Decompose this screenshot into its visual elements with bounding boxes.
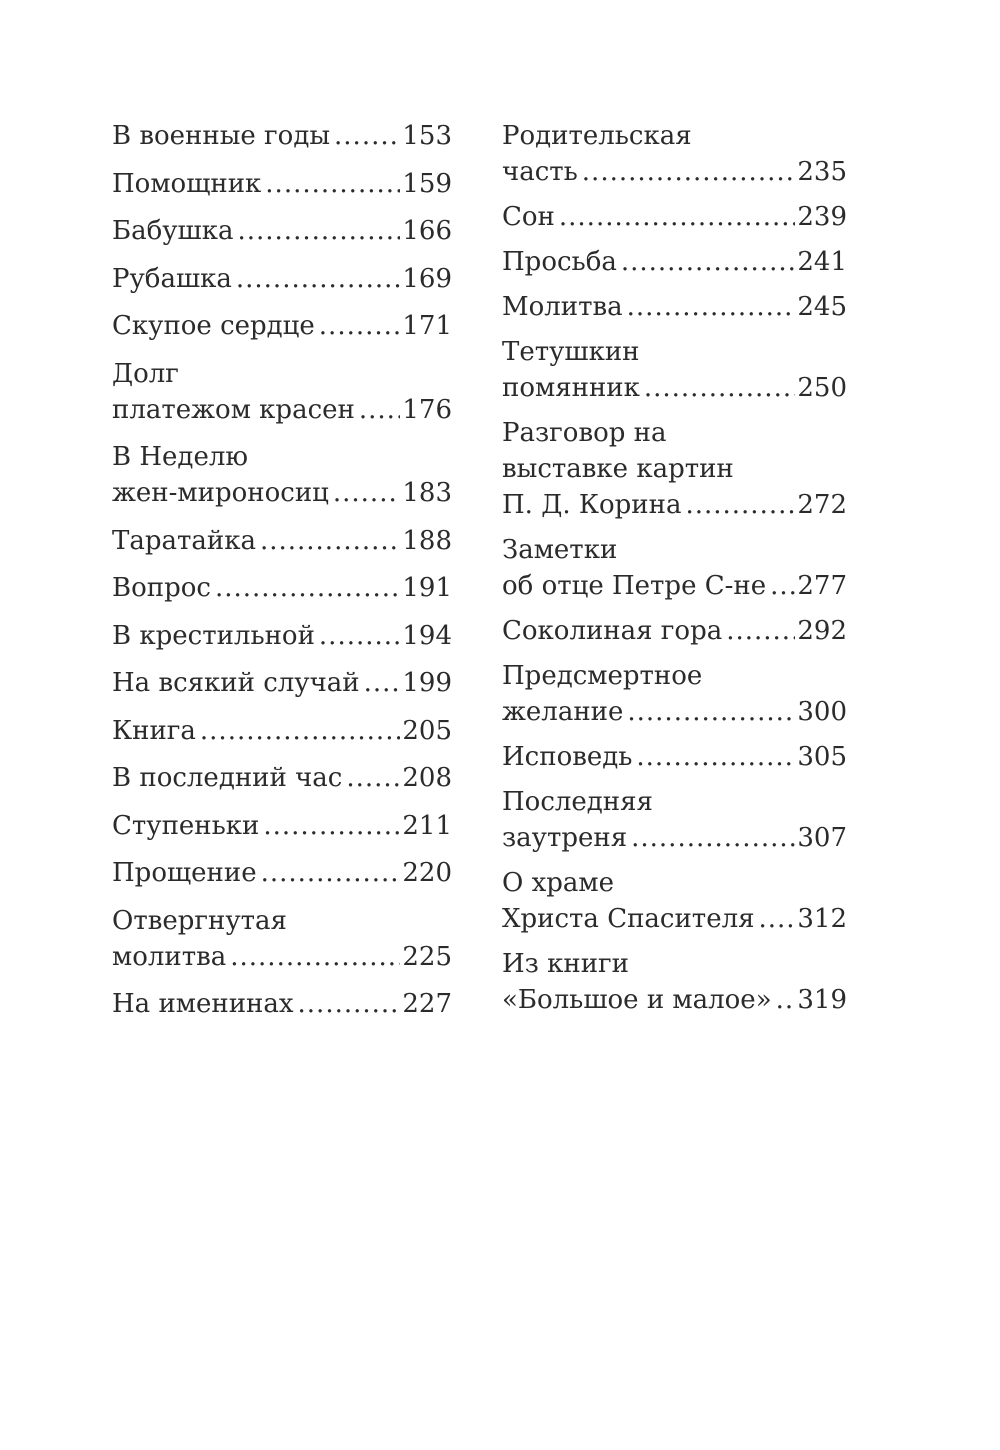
toc-entry: [502, 865, 847, 937]
toc-entry-line: [112, 939, 452, 975]
dot-leader: [334, 118, 400, 154]
toc-entry-line: [502, 568, 847, 604]
toc-entry-line: [112, 618, 452, 654]
toc-entry-title: Исповедь: [502, 742, 633, 772]
toc-column-right: [502, 118, 847, 1027]
dot-leader: [621, 244, 796, 280]
toc-entry-line: [502, 487, 847, 523]
toc-entry-page-number: 241: [797, 247, 847, 277]
toc-entry-page-number: 188: [402, 525, 452, 556]
toc-entry: [112, 261, 452, 297]
toc-entry-line: [112, 986, 452, 1022]
dot-leader: [261, 855, 401, 891]
dot-leader: [319, 308, 401, 344]
toc-entry: [112, 166, 452, 202]
toc-entry-line: [112, 570, 452, 606]
dot-leader: [726, 613, 795, 649]
dot-leader: [346, 760, 400, 796]
toc-entry-line: [502, 244, 847, 280]
toc-entry-page-number: 166: [402, 216, 452, 246]
toc-entry-title: часть: [502, 157, 578, 187]
toc-entry: [112, 855, 452, 891]
toc-entry: [112, 665, 452, 701]
toc-entry-page-number: 235: [797, 157, 847, 187]
toc-entry-title: Скупое сердце: [112, 311, 315, 341]
toc-entry: [112, 618, 452, 654]
dot-leader: [263, 808, 400, 844]
toc-entry-line: [502, 739, 847, 775]
toc-entry-page-number: 319: [797, 985, 847, 1015]
toc-entry: [112, 439, 452, 511]
dot-leader: [627, 289, 796, 325]
toc-entry-page-number: 171: [402, 311, 452, 341]
toc-entry-line: [502, 199, 847, 235]
dot-leader: [319, 618, 400, 654]
toc-entry-line: [112, 213, 452, 249]
dot-leader: [200, 713, 400, 749]
toc-entry-title: Ступеньки: [112, 810, 260, 841]
toc-entry-title-lead: Заметки: [502, 535, 618, 565]
toc-entry-title: Рубашка: [112, 263, 232, 294]
toc-entry-title-lead: Родительская: [502, 121, 692, 151]
toc-entry-page-number: 227: [402, 989, 452, 1019]
toc-entry: [502, 739, 847, 775]
dot-leader: [364, 665, 401, 701]
toc-entry-page-number: 208: [402, 763, 452, 793]
toc-entry-line: [112, 523, 452, 559]
toc-entry: [502, 199, 847, 235]
toc-entry-title: Соколиная гора: [502, 616, 723, 646]
toc-entry-title: В последний час: [112, 763, 343, 793]
toc-entry-line: [502, 154, 847, 190]
toc-entry-title-lead: выставке картин: [502, 454, 734, 484]
dot-leader: [237, 213, 400, 249]
dot-leader: [627, 694, 795, 730]
dot-leader: [559, 199, 795, 235]
toc-entry-page-number: 245: [797, 292, 847, 322]
toc-entry: [112, 760, 452, 796]
toc-entry-line: [112, 713, 452, 749]
toc-entry-line: [502, 694, 847, 730]
toc-entry-page-number: 307: [797, 823, 847, 853]
toc-entry-page-number: 191: [402, 573, 452, 603]
toc-entry-line: [502, 901, 847, 937]
toc-entry-page-number: 312: [797, 904, 847, 934]
dot-leader: [333, 475, 400, 511]
dot-leader: [230, 939, 400, 975]
toc-entry-page-number: 211: [402, 810, 452, 841]
dot-leader: [359, 392, 401, 428]
toc-entry: [502, 613, 847, 649]
dot-leader: [776, 982, 796, 1018]
dot-leader: [644, 370, 796, 406]
toc-entry-page-number: 239: [797, 202, 847, 232]
toc-entry-title: Просьба: [502, 247, 617, 277]
toc-entry-title: молитва: [112, 941, 227, 972]
dot-leader: [260, 523, 400, 559]
toc-entry-line: [112, 261, 452, 297]
toc-entry-page-number: 305: [797, 742, 847, 772]
toc-entry-title: платежом красен: [112, 394, 355, 425]
toc-entry: [112, 118, 452, 154]
toc-entry-line: [112, 308, 452, 344]
toc-entry-title-lead: Тетушкин: [502, 337, 640, 367]
toc-entry-title: «Большое и малое»: [502, 985, 772, 1015]
toc-entry-title: Помощник: [112, 168, 262, 199]
toc-entry-title-lead: Из книги: [502, 949, 629, 979]
toc-entry: [502, 946, 847, 1018]
toc-entry-page-number: 250: [797, 373, 847, 403]
toc-entry: [502, 415, 847, 523]
toc-entry-page-number: 300: [797, 697, 847, 727]
toc-entry-line: [112, 475, 452, 511]
dot-leader: [685, 487, 795, 523]
toc-entry: [502, 289, 847, 325]
toc-entry-title: На именинах: [112, 989, 294, 1019]
dot-leader: [770, 568, 795, 604]
toc-entry-page-number: 159: [402, 168, 452, 199]
toc-entry-page-number: 199: [402, 668, 452, 698]
toc-entry-line: [502, 289, 847, 325]
toc-entry-title-lead: В Неделю: [112, 442, 248, 472]
toc-entry: [112, 356, 452, 428]
toc-entry: [112, 713, 452, 749]
toc-entry: [502, 334, 847, 406]
toc-entry-title: Христа Спасителя: [502, 904, 755, 934]
toc-entry-title: Бабушка: [112, 216, 234, 246]
toc-entry-line: [112, 760, 452, 796]
toc-entry-line: [112, 808, 452, 844]
toc-entry-line: [502, 370, 847, 406]
toc-entry: [502, 118, 847, 190]
toc-entry-page-number: 183: [402, 478, 452, 508]
toc-entry-page-number: 169: [402, 263, 452, 294]
toc-entry-title: Книга: [112, 715, 196, 746]
toc-entry: [112, 570, 452, 606]
toc-entry-line: [112, 665, 452, 701]
toc-column-left: [112, 118, 452, 1034]
toc-entry-title: Вопрос: [112, 573, 211, 603]
toc-entry-page-number: 153: [402, 121, 452, 151]
toc-entry-title-lead: Разговор на: [502, 418, 667, 448]
toc-entry-line: [502, 613, 847, 649]
toc-entry-page-number: 176: [402, 394, 452, 425]
toc-entry-title-lead: Отвергнутая: [112, 905, 287, 936]
toc-entry: [502, 658, 847, 730]
toc-entry-title-lead: Долг: [112, 358, 179, 389]
toc-entry-line: [112, 392, 452, 428]
toc-entry: [502, 244, 847, 280]
toc-entry-page-number: 292: [797, 616, 847, 646]
dot-leader: [298, 986, 401, 1022]
toc-entry: [112, 903, 452, 975]
toc-entry-title: В военные годы: [112, 121, 331, 151]
toc-entry: [112, 308, 452, 344]
dot-leader: [265, 166, 400, 202]
toc-entry-title: Таратайка: [112, 525, 256, 556]
toc-entry: [112, 808, 452, 844]
toc-entry-line: [112, 118, 452, 154]
toc-entry-title: В крестильной: [112, 620, 315, 651]
toc-entry-title: Прощение: [112, 858, 257, 888]
toc-entry-title-lead: Предсмертное: [502, 661, 703, 691]
toc-entry-line: [502, 982, 847, 1018]
dot-leader: [236, 261, 400, 297]
toc-entry: [112, 213, 452, 249]
dot-leader: [582, 154, 796, 190]
toc-entry-page-number: 205: [402, 715, 452, 746]
dot-leader: [215, 570, 400, 606]
toc-entry-page-number: 277: [797, 571, 847, 601]
toc-entry-page-number: 220: [402, 858, 452, 888]
toc-entry-title: об отце Петре С-не: [502, 571, 767, 601]
toc-entry-title: На всякий случай: [112, 668, 360, 698]
toc-entry-title: Сон: [502, 202, 555, 232]
toc-entry-title: жен-мироносиц: [112, 478, 329, 508]
toc-entry: [502, 532, 847, 604]
dot-leader: [636, 739, 795, 775]
toc-entry-line: [502, 820, 847, 856]
toc-entry-title: желание: [502, 697, 624, 727]
toc-entry-line: [112, 166, 452, 202]
toc-entry-page-number: 272: [797, 490, 847, 520]
toc-entry-title: П. Д. Корина: [502, 490, 682, 520]
toc-entry-title: помянник: [502, 373, 640, 403]
toc-entry-page-number: 225: [402, 941, 452, 972]
toc-entry: [112, 986, 452, 1022]
toc-entry-page-number: 194: [402, 620, 452, 651]
toc-entry-title: Молитва: [502, 292, 623, 322]
toc-entry-title: заутреня: [502, 823, 628, 853]
dot-leader: [759, 901, 796, 937]
toc-entry-title-lead: О храме: [502, 868, 614, 898]
toc-entry: [502, 784, 847, 856]
toc-entry: [112, 523, 452, 559]
toc-entry-title-lead: Последняя: [502, 787, 653, 817]
dot-leader: [631, 820, 795, 856]
toc-entry-line: [112, 855, 452, 891]
